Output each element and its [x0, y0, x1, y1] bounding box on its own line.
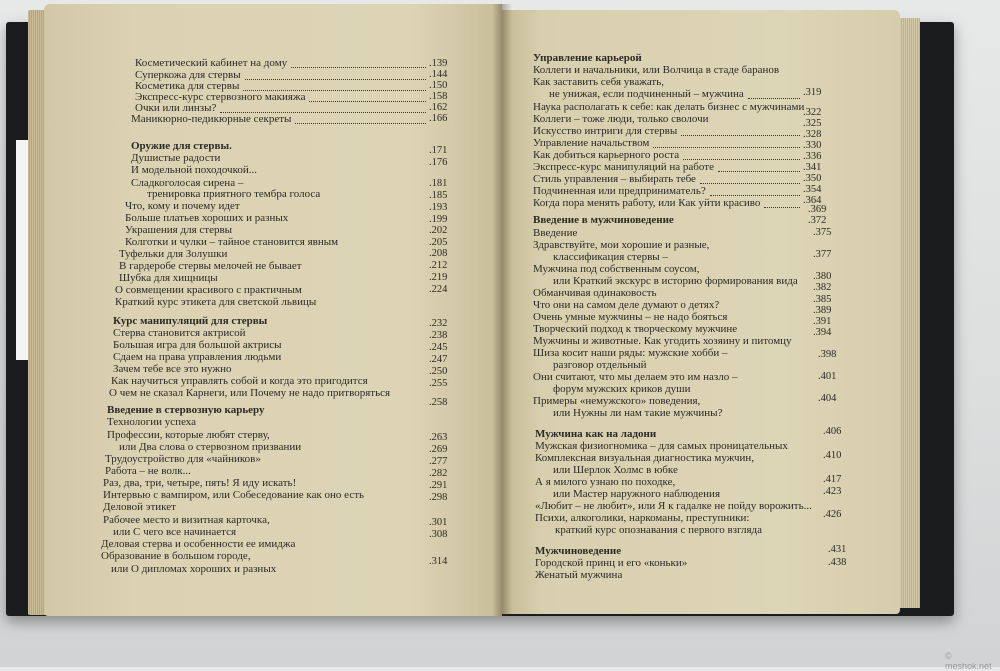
- left-page-number: .181: [429, 178, 448, 189]
- left-page-number: .205: [429, 237, 448, 248]
- right-toc-entry: Творческий подход к творческому мужчине: [533, 323, 738, 335]
- right-toc-entry: «Любит – не любит», или Я к гадалке не пойду ворожить...: [535, 500, 812, 512]
- right-page-number: .341: [803, 162, 822, 173]
- right-toc-entry: Они считают, что мы делаем это им назло –: [533, 371, 738, 383]
- right-toc-entry: форум мужских криков души: [553, 383, 691, 395]
- right-toc-entry: краткий курс опознавания с первого взгляда: [555, 524, 762, 536]
- left-toc-entry: Стерва становится актрисой: [113, 327, 246, 339]
- left-toc-entry: Что, кому и почему идет: [125, 200, 240, 212]
- right-toc-entry: Комплексная визуальная диагностика мужчин,: [535, 452, 755, 464]
- right-dot-leader: [681, 135, 800, 136]
- right-page-number: .319: [803, 87, 822, 98]
- right-page-number: .377: [813, 249, 832, 260]
- right-toc-entry: Женатый мужчина: [535, 569, 623, 581]
- left-dot-leader: [220, 112, 426, 113]
- left-toc-entry: И модельной походочкой...: [131, 164, 257, 176]
- right-page-number: .394: [813, 327, 832, 338]
- left-page-number: .301: [429, 517, 448, 528]
- right-page-number: .398: [818, 349, 837, 360]
- right-toc-entry: Коллеги и начальники, или Волчица в стаде баранов: [533, 64, 780, 76]
- right-page-number: .438: [828, 557, 847, 568]
- left-toc-entry: или О дипломах хороших и разных: [111, 563, 277, 575]
- left-page-number: .166: [429, 113, 448, 124]
- right-toc-entry: Шиза косит наши ряды: мужские хобби –: [533, 347, 728, 359]
- right-page-number: .410: [823, 450, 842, 461]
- left-toc-entry: Косметика для стервы: [135, 80, 240, 92]
- left-toc-entry: Трудоустройство для «чайников»: [105, 453, 261, 465]
- left-toc-entry: Как научиться управлять собой и когда это пригодится: [111, 375, 368, 387]
- left-dot-leader: [291, 67, 426, 68]
- left-page-number: .202: [429, 225, 448, 236]
- right-toc-entry: Психи, алкоголики, наркоманы, преступники:: [535, 512, 750, 524]
- left-dot-leader: [243, 90, 426, 91]
- right-toc-entry: Здравствуйте, мои хорошие и разные,: [533, 239, 710, 251]
- left-toc-entry: Работа – не волк...: [105, 465, 191, 477]
- left-toc-entry: Профессии, которые любят стерву,: [107, 429, 270, 441]
- right-page-number: .431: [828, 544, 847, 555]
- left-page-number: .150: [429, 80, 448, 91]
- left-page-number: .171: [429, 145, 448, 156]
- right-toc-entry: или Мастер наружного наблюдения: [553, 488, 721, 500]
- left-page-number: .247: [429, 354, 448, 365]
- left-toc-entry: Больше платьев хороших и разных: [125, 212, 289, 224]
- right-page-number: .426: [823, 509, 842, 520]
- left-page-number: .255: [429, 378, 448, 389]
- left-page-number: .185: [429, 190, 448, 201]
- left-page-number: .308: [429, 529, 448, 540]
- right-toc-entry: Мужчины и животные. Как угодить хозяину и питомцу: [533, 335, 792, 347]
- right-dot-leader: [748, 98, 800, 99]
- left-page-number: .199: [429, 214, 448, 225]
- left-toc-entry: О чем не сказал Карнеги, или Почему не надо притворяться: [109, 387, 391, 399]
- page-edges-right: [898, 18, 920, 608]
- right-page-number: .364: [803, 195, 822, 206]
- right-page-number: .369: [808, 204, 827, 215]
- left-toc-entry: Деловая стерва и особенности ее имиджа: [101, 538, 296, 550]
- left-toc-entry: Интервью с вампиром, или Собеседование как оно есть: [103, 489, 365, 501]
- left-toc-entry: Косметический кабинет на дому: [135, 57, 288, 69]
- left-toc-entry: В гардеробе стервы мелочей не бывает: [119, 260, 302, 272]
- left-page-number: .158: [429, 91, 448, 102]
- right-dot-leader: [653, 147, 800, 148]
- left-dot-leader: [295, 123, 426, 124]
- left-page-number: .263: [429, 432, 448, 443]
- left-toc-entry: Рабочее место и визитная карточка,: [103, 514, 270, 526]
- right-page-number: .328: [803, 129, 822, 140]
- left-page-number: .162: [429, 102, 448, 113]
- right-toc-entry: Наука располагать к себе: как делать бизнес с мужчинами: [533, 101, 805, 113]
- right-page-number: .404: [818, 393, 837, 404]
- left-toc-entry: О совмещении красивого с практичным: [115, 284, 302, 296]
- right-section-heading: Мужчиноведение: [535, 545, 622, 557]
- right-page-number: .417: [823, 474, 842, 485]
- right-toc-entry: разговор отдельный: [553, 359, 647, 371]
- right-section-heading: Введение в мужчиноведение: [533, 214, 674, 226]
- right-page-number: .389: [813, 305, 832, 316]
- left-toc-entry: Большая игра для большой актрисы: [113, 339, 282, 351]
- right-toc-entry: Городской принц и его «коньки»: [535, 557, 688, 569]
- right-page-number: .322: [803, 107, 822, 118]
- left-toc-entry: Очки или линзы?: [135, 102, 217, 114]
- right-dot-leader: [764, 207, 800, 208]
- left-section-heading: Курс манипуляций для стервы: [113, 315, 268, 327]
- left-toc-entry: или С чего все начинается: [113, 526, 237, 538]
- left-toc-entry: Сдаем на права управления людьми: [113, 351, 282, 363]
- watermark: © meshok.net: [945, 651, 992, 671]
- right-toc-entry: не унижая, если подчиненный – мужчина: [549, 88, 744, 100]
- right-page-number: .330: [803, 140, 822, 151]
- left-page-number: .208: [429, 248, 448, 259]
- right-toc-entry: Примеры «немужского» поведения,: [533, 395, 701, 407]
- left-page-number: .238: [429, 330, 448, 341]
- right-dot-leader: [700, 183, 800, 184]
- left-toc-entry: Украшения для стервы: [125, 224, 233, 236]
- left-toc-entry: или Два слова о стервозном призвании: [119, 441, 302, 453]
- right-toc-entry: А я милого узнаю по походке,: [535, 476, 676, 488]
- left-section-heading: Оружие для стервы.: [131, 140, 232, 152]
- left-toc-entry: Туфельки для Золушки: [119, 248, 228, 260]
- right-toc-entry: Мужская физиогномика – для самых проницательных: [535, 440, 788, 452]
- right-page-number: .350: [803, 173, 822, 184]
- left-page-number: .139: [429, 58, 448, 69]
- right-page-number: .382: [813, 282, 832, 293]
- left-page-number: .224: [429, 284, 448, 295]
- right-page-number: .380: [813, 271, 832, 282]
- left-page-number: .193: [429, 202, 448, 213]
- left-page-number: .219: [429, 272, 448, 283]
- right-page-number: .385: [813, 294, 832, 305]
- left-toc-entry: Маникюрно-педикюрные секреты: [131, 113, 292, 125]
- left-toc-entry: Технологии успеха: [107, 416, 197, 428]
- left-page-number: .250: [429, 366, 448, 377]
- right-page-number: .406: [823, 426, 842, 437]
- left-page-number: .232: [429, 318, 448, 329]
- right-dot-leader: [710, 195, 800, 196]
- left-toc-entry: Образование в большом городе,: [101, 550, 251, 562]
- left-page-number: .291: [429, 480, 448, 491]
- right-toc-entry: Очень умные мужчины – не надо бояться: [533, 311, 728, 323]
- left-page-number: .258: [429, 397, 448, 408]
- right-page-number: .336: [803, 151, 822, 162]
- left-dot-leader: [245, 79, 426, 80]
- right-toc-entry: Как заставить себя уважать,: [533, 76, 664, 88]
- right-toc-entry: или Нужны ли нам такие мужчины?: [553, 407, 723, 419]
- left-page-number: .282: [429, 468, 448, 479]
- left-toc-entry: Экспресс-курс стервозного макияжа: [135, 91, 306, 103]
- left-page-number: .176: [429, 157, 448, 168]
- right-toc-entry: Подчиненная или предприниматель?: [533, 185, 706, 197]
- right-toc-entry: или Краткий экскурс в историю формирования вида: [553, 275, 798, 287]
- right-toc-entry: Управление начальством: [533, 137, 650, 149]
- left-section-heading: Введение в стервозную карьеру: [107, 404, 265, 416]
- right-toc-entry: Стиль управления – выбирать тебе: [533, 173, 696, 185]
- left-toc-entry: тренировка приятного тембра голоса: [147, 188, 321, 200]
- right-section-heading: Управление карьерой: [533, 52, 642, 64]
- book-gutter: [492, 4, 512, 616]
- right-section-heading: Мужчина как на ладони: [535, 428, 657, 440]
- right-page-number: .375: [813, 227, 832, 238]
- right-toc-entry: или Шерлок Холмс в юбке: [553, 464, 678, 476]
- left-toc-entry: Колготки и чулки – тайное становится явным: [125, 236, 339, 248]
- right-toc-entry: Как добиться карьерного роста: [533, 149, 680, 161]
- right-page-number: .423: [823, 486, 842, 497]
- right-toc-entry: Мужчина под собственным соусом,: [533, 263, 700, 275]
- right-page-number: .354: [803, 184, 822, 195]
- right-toc-entry: Обманчивая одинаковость: [533, 287, 657, 299]
- right-toc-entry: классификация стервы –: [553, 251, 668, 263]
- left-toc-entry: Зачем тебе все это нужно: [113, 363, 232, 375]
- right-toc-entry: Искусство интриги для стервы: [533, 125, 678, 137]
- left-page-number: .245: [429, 342, 448, 353]
- left-page-number: .144: [429, 69, 448, 80]
- left-page-number: .269: [429, 444, 448, 455]
- right-page-number: .391: [813, 316, 832, 327]
- left-page-number: .212: [429, 260, 448, 271]
- right-page-number: .325: [803, 118, 822, 129]
- left-toc-entry: Сладкоголосая сирена –: [131, 177, 244, 189]
- right-page-number: .401: [818, 371, 837, 382]
- left-toc-entry: Раз, два, три, четыре, пять! Я иду искать!: [103, 477, 297, 489]
- left-toc-entry: Шубка для хищницы: [119, 272, 218, 284]
- right-dot-leader: [718, 171, 800, 172]
- right-toc-entry: Экспресс-курс манипуляций на работе: [533, 161, 714, 173]
- left-dot-leader: [309, 101, 426, 102]
- right-toc-entry: Введение: [533, 227, 578, 239]
- left-page-number: .277: [429, 456, 448, 467]
- left-toc-entry: Душистые радости: [131, 152, 221, 164]
- right-toc-entry: Коллеги – тоже люди, только сволочи: [533, 113, 709, 125]
- right-page-number: .372: [808, 215, 827, 226]
- left-toc-entry: Деловой этикет: [103, 501, 176, 513]
- right-toc-entry: Что они на самом деле думают о детях?: [533, 299, 720, 311]
- left-toc-entry: Краткий курс этикета для светской львицы: [115, 296, 317, 308]
- right-toc-entry: Когда пора менять работу, или Как уйти красиво: [533, 197, 761, 209]
- right-dot-leader: [683, 159, 800, 160]
- left-page-number: .298: [429, 492, 448, 503]
- left-page-number: .314: [429, 556, 448, 567]
- left-toc-entry: Суперкожа для стервы: [135, 69, 241, 81]
